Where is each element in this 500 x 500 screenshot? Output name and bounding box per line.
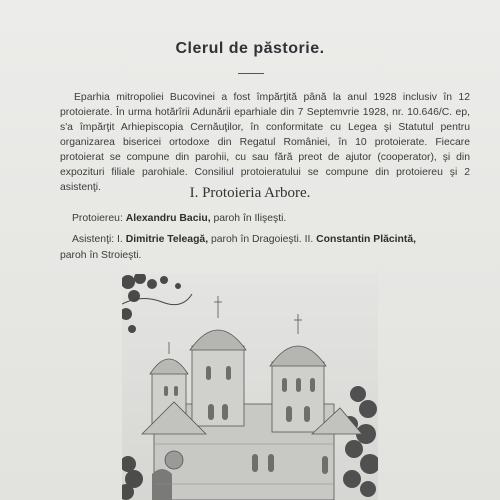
protoiereu-detail: paroh în Ilişeşti. — [213, 213, 287, 224]
asistenti-line — [72, 234, 416, 245]
asistent-1-name: Dimitrie Teleagă, — [125, 234, 209, 245]
asistenti-line-continued — [60, 250, 141, 261]
asistent-2-name: Constantin Plăcintă, — [316, 234, 417, 245]
title-divider — [238, 73, 264, 74]
protoiereu-line — [72, 213, 286, 224]
asistent-1-detail: paroh în Dragoieşti. — [211, 234, 302, 245]
page-title: Clerul de păstorie. — [175, 40, 325, 57]
asistent-1-number: I. — [117, 234, 123, 245]
intro-paragraph: Eparhia mitropoliei Bucovinei a fost împărţită până la anul 1928 inclusiv în 12 protoierate. În urma hotărîrii Adunării eparhiale din 7 Septemvrie 1928, nr. 10.646/C. ep, s'a împărţit Arhiepiscopia Cernăuţilor, în conformitate cu Legea şi Statutul pentru organizarea bisericei ortodoxe din Regatul României, în 10 protoierate. Fiecare protoierat se compune din parohii, cu sau fără preot de ajutor (cooperator), şi din expozituri filiale parohiale. Consiliul protoieratului se compune din protoiereu şi 2 asistenţi. — [60, 92, 470, 193]
protoiereu-name: Alexandru Baciu, — [125, 213, 211, 224]
asistent-2-number: II. — [304, 234, 314, 245]
asistenti-label: Asistenţi: — [72, 234, 115, 245]
church-photograph — [122, 274, 378, 500]
section-heading: I. Protoieria Arbore. — [189, 185, 311, 201]
asistent-2-detail: paroh în Stroieşti. — [60, 250, 142, 261]
protoiereu-label: Protoiereu: — [72, 213, 123, 224]
